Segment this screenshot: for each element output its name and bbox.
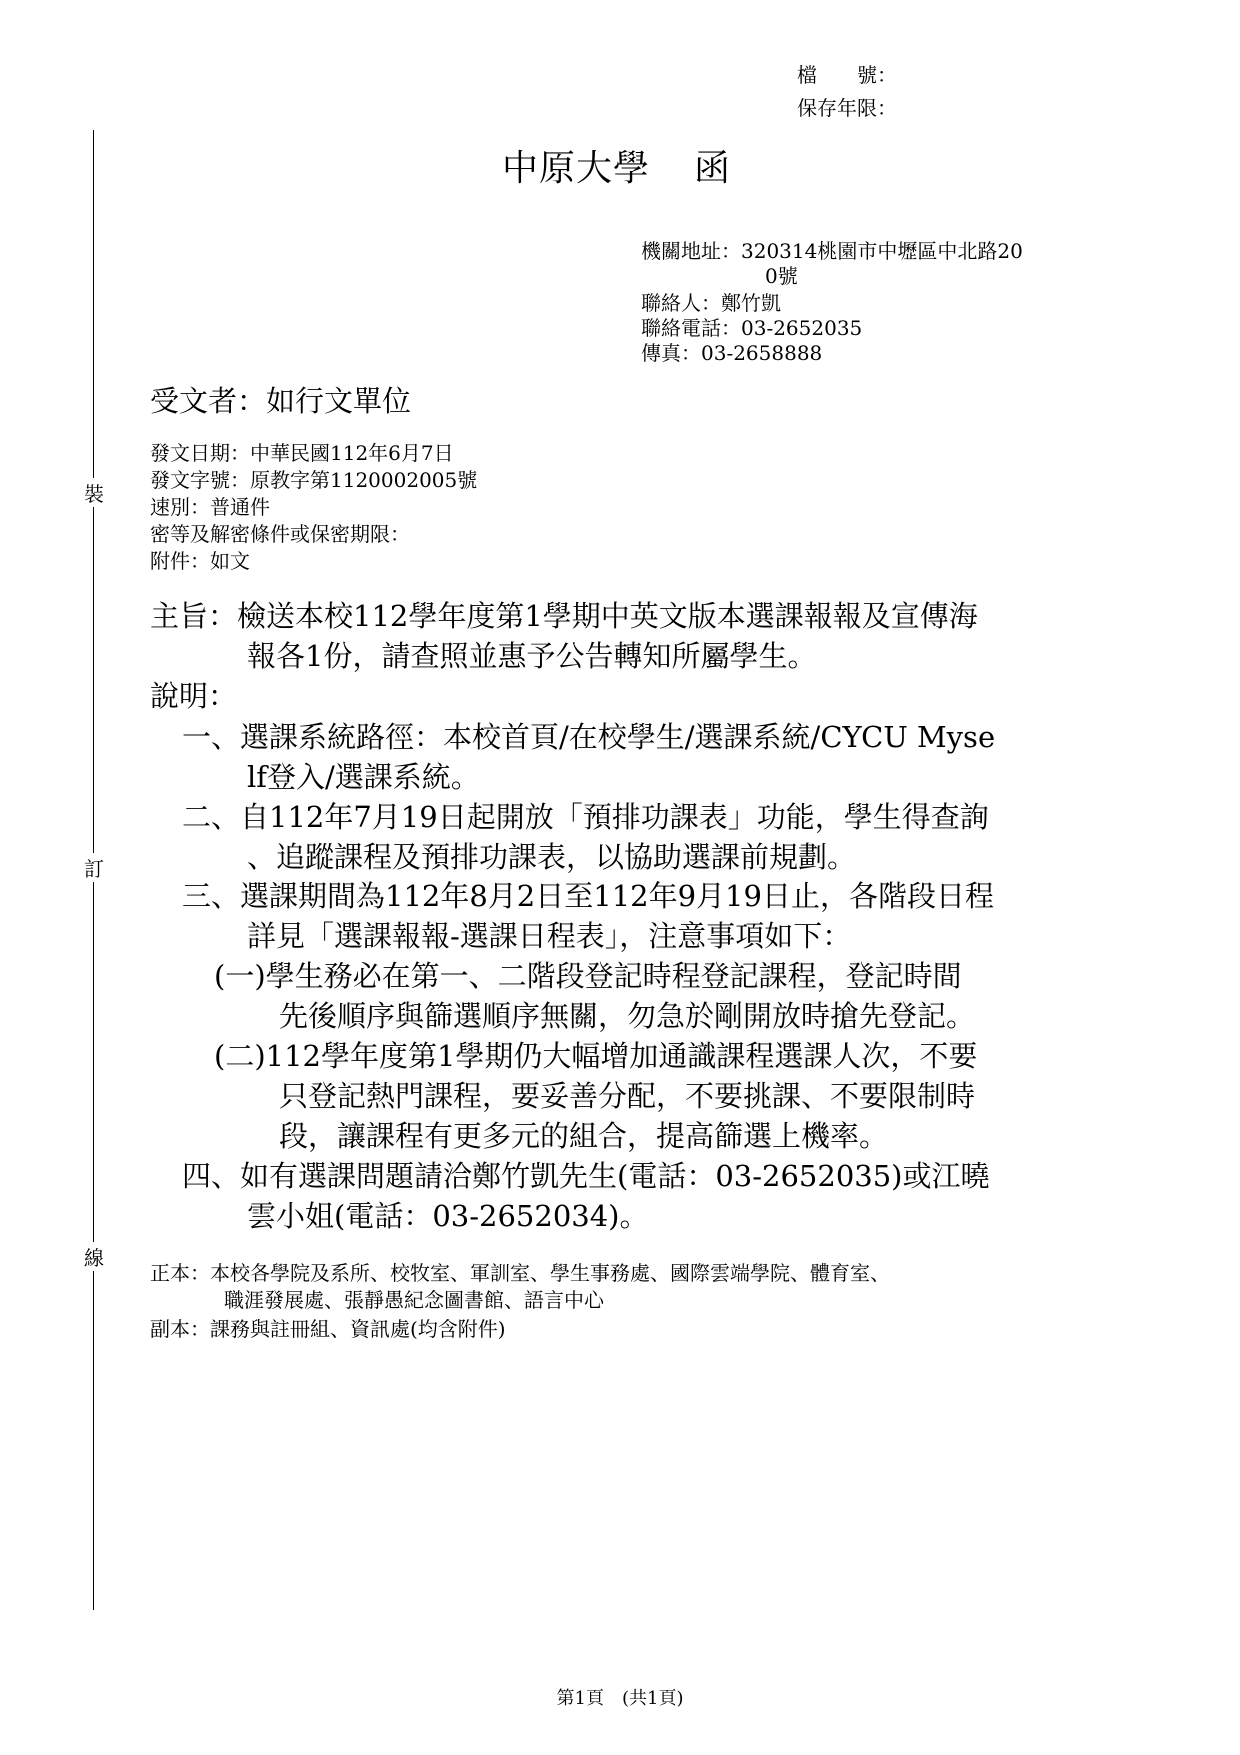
binding-char-xian: 線	[83, 1242, 105, 1271]
contact-person: 聯絡人：鄭竹凱	[641, 291, 781, 315]
address-line-1: 機關地址：320314桃園市中壢區中北路20	[641, 239, 1023, 263]
sub-item-1-line-2: 先後順序與篩選順序無關，勿急於剛開放時搶先登記。	[279, 999, 976, 1033]
item-2-line-1: 二、自112年7月19日起開放「預排功課表」功能，學生得查詢	[182, 800, 989, 834]
security-level: 密等及解密條件或保密期限：	[150, 522, 410, 546]
item-4-line-1: 四、如有選課問題請洽鄭竹凱先生(電話：03-2652035)或江曉	[182, 1159, 990, 1193]
attachment: 附件：如文	[150, 549, 250, 573]
item-2-line-2: 、追蹤課程及預排功課表，以協助選課前規劃。	[247, 840, 857, 874]
speed-class: 速別：普通件	[150, 495, 270, 519]
item-1-line-2: lf登入/選課系統。	[247, 760, 480, 794]
issue-date: 發文日期：中華民國112年6月7日	[150, 441, 454, 465]
item-1-line-1: 一、選課系統路徑：本校首頁/在校學生/選課系統/CYCU Myse	[182, 720, 996, 754]
main-recipients-line-2: 職涯發展處、張靜愚紀念圖書館、語言中心	[224, 1288, 604, 1312]
sub-item-2-line-2: 只登記熱門課程，要妥善分配，不要挑課、不要限制時	[279, 1079, 976, 1113]
org-name: 中原大學	[502, 148, 651, 189]
recipient: 受文者：如行文單位	[150, 384, 412, 418]
document-title	[502, 140, 731, 191]
item-3-line-2: 詳見「選課報報-選課日程表」，注意事項如下：	[247, 919, 852, 953]
retention-period: 保存年限：	[797, 96, 897, 120]
sub-item-1-line-1: (一)學生務必在第一、二階段登記時程登記課程，登記時間	[214, 959, 962, 993]
item-4-line-2: 雲小姐(電話：03-2652034)。	[247, 1199, 649, 1233]
subject-line-2: 報各1份，請查照並惠予公告轉知所屬學生。	[247, 639, 817, 673]
page-footer: 第1頁 (共1頁)	[556, 1688, 684, 1709]
item-3-line-1: 三、選課期間為112年8月2日至112年9月19日止，各階段日程	[182, 879, 994, 913]
doc-type: 函	[694, 148, 732, 189]
subject-line-1: 主旨：檢送本校112學年度第1學期中英文版本選課報報及宣傳海	[150, 599, 978, 633]
binding-char-ding: 訂	[83, 853, 105, 882]
issue-number: 發文字號：原教字第1120002005號	[150, 468, 478, 492]
contact-fax: 傳真：03-2658888	[641, 341, 823, 365]
sub-item-2-line-1: (二)112學年度第1學期仍大幅增加通識課程選課人次，不要	[214, 1039, 978, 1073]
address-line-2: 0號	[765, 264, 798, 288]
copy-recipients: 副本：課務與註冊組、資訊處(均含附件)	[150, 1317, 506, 1341]
main-recipients-line-1: 正本：本校各學院及系所、校牧室、軍訓室、學生事務處、國際雲端學院、體育室、	[150, 1261, 890, 1285]
sub-item-2-line-3: 段，讓課程有更多元的組合，提高篩選上機率。	[279, 1119, 889, 1153]
contact-phone: 聯絡電話：03-2652035	[641, 316, 863, 340]
binding-char-zhuang: 裝	[83, 478, 105, 507]
explanation-label: 說明：	[150, 679, 238, 713]
file-number: 檔 號：	[797, 63, 897, 87]
